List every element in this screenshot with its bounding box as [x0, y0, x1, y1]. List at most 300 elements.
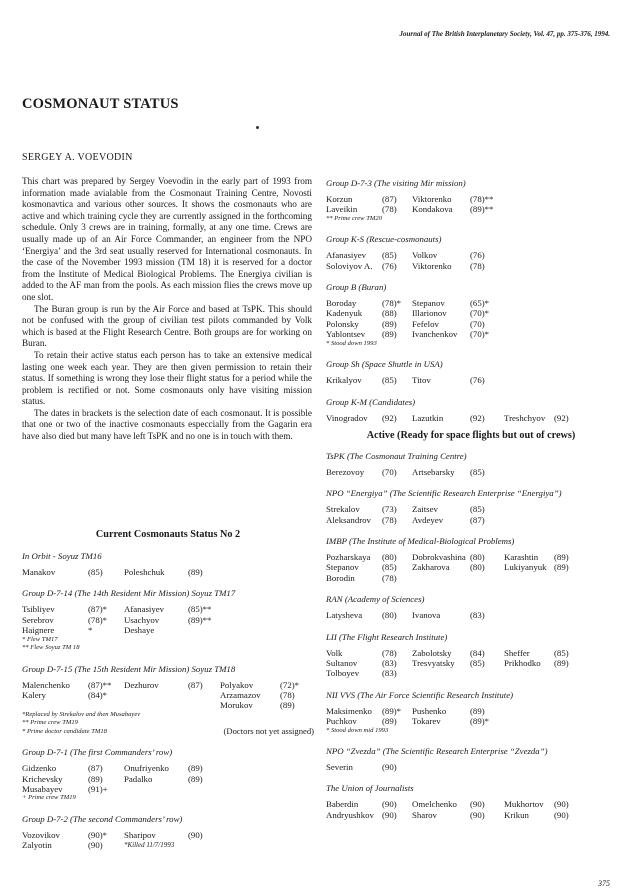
cosmonaut-name: Zabolotsky — [412, 647, 452, 658]
footnote: * Stood down mid 1993 — [326, 726, 389, 734]
cosmonaut-name: Zaitsev — [412, 504, 438, 515]
selection-year: (72)* — [280, 679, 300, 690]
cosmonaut-name: Afanasiyev — [326, 250, 367, 261]
selection-year — [280, 774, 310, 784]
cosmonaut-row — [326, 250, 616, 260]
selection-year: (80) — [382, 610, 397, 621]
selection-year — [280, 604, 310, 614]
cosmonaut-group — [326, 746, 616, 772]
cosmonaut-name: Dezhurov — [124, 679, 159, 690]
selection-year: (89) — [470, 705, 485, 716]
selection-year — [554, 308, 584, 318]
cosmonaut-group — [326, 488, 616, 525]
selection-year: (89) — [188, 763, 203, 774]
cosmonaut-row — [326, 810, 616, 820]
cosmonaut-row — [326, 204, 616, 214]
cosmonaut-name: Stepanov — [326, 562, 359, 573]
selection-year: (87)** — [88, 679, 112, 690]
selection-year: (78) — [280, 689, 295, 700]
selection-year: (73) — [382, 504, 397, 515]
selection-year — [554, 762, 584, 772]
selection-year — [470, 668, 504, 678]
cosmonaut-name: Krikun — [504, 809, 529, 820]
selection-year: (87)* — [88, 604, 108, 615]
cosmonaut-row — [326, 706, 616, 716]
cosmonaut-group — [326, 632, 616, 679]
cosmonaut-name — [220, 615, 280, 625]
selection-year — [554, 329, 584, 339]
cosmonaut-name: Tsibliyev — [22, 604, 55, 615]
cosmonaut-name: Tokarev — [412, 716, 441, 727]
bullet-dot — [256, 126, 259, 129]
group-heading: Group D-7-14 (The 14th Resident Mir Mission) Soyuz TM17 — [22, 588, 236, 599]
cosmonaut-row — [22, 615, 314, 625]
cosmonaut-row — [22, 830, 314, 840]
selection-year — [554, 610, 584, 620]
cosmonaut-name: Berezovoy — [326, 466, 365, 477]
cosmonaut-name — [504, 204, 554, 214]
group-heading: NPO “Zvezda” (The Scientific Research Enterprise “Zvezda”) — [326, 746, 548, 757]
cosmonaut-row — [326, 194, 616, 204]
selection-year: (88) — [382, 308, 397, 319]
selection-year: (89)* — [470, 716, 490, 727]
cosmonaut-name: Mukhortov — [504, 799, 544, 810]
selection-year: (78)* — [88, 614, 108, 625]
cosmonaut-name: Lazutkin — [412, 412, 444, 423]
group-heading: Group D-7-3 (The visiting Mir mission) — [326, 178, 466, 188]
intro-paragraph: The dates in brackets is the selection date of each cosmonaut. It is possible that one or two of the inactive cosmonauts especcially from the Gagarin era have also died but many have left TsPK and no one is in touch with them. — [22, 407, 312, 442]
cosmonaut-row — [326, 658, 616, 668]
cosmonaut-name: Borodin — [326, 572, 355, 583]
selection-year — [554, 261, 584, 271]
selection-year — [470, 573, 504, 583]
selection-year — [554, 204, 584, 214]
cosmonaut-name: Ivanova — [412, 610, 441, 621]
cosmonaut-group — [326, 178, 616, 223]
cosmonaut-group — [22, 551, 314, 577]
selection-year: (70) — [470, 318, 485, 329]
cosmonaut-row — [326, 648, 616, 658]
cosmonaut-name: Sharov — [412, 809, 437, 820]
group-heading: The Union of Journalists — [326, 783, 414, 794]
cosmonaut-name — [504, 298, 554, 308]
cosmonaut-row — [326, 515, 616, 525]
author-name: SERGEY A. VOEVODIN — [22, 152, 133, 163]
cosmonaut-name — [504, 515, 554, 525]
cosmonaut-row — [326, 467, 616, 477]
selection-year — [188, 625, 220, 635]
cosmonaut-name — [124, 700, 188, 710]
selection-year — [280, 763, 310, 773]
cosmonaut-name: Deshaye — [124, 625, 155, 636]
selection-year: (91)+ — [88, 784, 108, 795]
selection-year: (89) — [382, 716, 397, 727]
cosmonaut-row — [22, 700, 314, 710]
cosmonaut-group — [22, 664, 314, 737]
page-number: 375 — [598, 879, 610, 888]
selection-year: (78) — [382, 204, 397, 215]
cosmonaut-name — [504, 668, 554, 678]
selection-year: (89) — [280, 700, 295, 711]
cosmonaut-name — [504, 261, 554, 271]
selection-year: (87) — [188, 679, 203, 690]
cosmonaut-name: Onufriyenko — [124, 763, 169, 774]
group-heading: Group K-S (Rescue-cosmonauts) — [326, 234, 442, 245]
selection-year: (89) — [382, 329, 397, 340]
selection-year — [554, 319, 584, 329]
cosmonaut-name — [412, 668, 470, 678]
footnote: + Prime crew TM19 — [22, 794, 76, 802]
cosmonaut-name: Lukiyanyuk — [504, 562, 547, 573]
cosmonaut-row — [326, 261, 616, 271]
selection-year: (89) — [554, 658, 569, 669]
cosmonaut-name: Andryushkov — [326, 809, 374, 820]
cosmonaut-row — [326, 762, 616, 772]
cosmonaut-name — [220, 625, 280, 635]
cosmonaut-name: Latysheva — [326, 610, 363, 621]
selection-year: (78) — [382, 514, 397, 525]
cosmonaut-name: Padalko — [124, 773, 153, 784]
group-heading: Group D-7-1 (The first Commanders’ row) — [22, 747, 173, 758]
cosmonaut-row — [326, 610, 616, 620]
cosmonaut-name: Maksimenko — [326, 705, 372, 716]
group-heading: Group Sh (Space Shuttle in USA) — [326, 359, 443, 370]
selection-year: (85) — [554, 647, 569, 658]
group-heading: NII VVS (The Air Force Scientific Research Institute) — [326, 689, 514, 700]
cosmonaut-row — [326, 799, 616, 809]
cosmonaut-name: Morukov — [220, 700, 253, 711]
cosmonaut-name — [220, 774, 280, 784]
selection-year: (78) — [382, 572, 397, 583]
selection-year: (89)** — [188, 614, 212, 625]
cosmonaut-name: Soloviyov A. — [326, 260, 373, 271]
selection-year: (90) — [470, 809, 485, 820]
intro-paragraph: This chart was prepared by Sergey Voevodin in the early part of 1993 from information made avialable from the Cosmonaut Training Centre, Novosti kosmonavtica and various other sources. It shows the cosmonauts who are active and which training cycle they are currently assigned in the forthcoming schedule. Only 3 crews are in training, formally, at any one time. Crews are usually made up of an Air Force Commander, an engineer from the NPO ‘Energiya’ and the 3rd seat usually reserved for International cosmonauts. In the case of the November 1993 mission (TM 18) it is reserved for a doctor from the Institute of Medical Biological Problems. The Energiya civilian is added to the AF man from the pools. As each mission flies the crews move up one slot. — [22, 176, 312, 302]
selection-year: (90) — [382, 799, 397, 810]
cosmonaut-group — [22, 814, 314, 851]
cosmonaut-name: Fefelov — [412, 318, 439, 329]
cosmonaut-row — [22, 604, 314, 614]
selection-year: (89) — [88, 773, 103, 784]
selection-year: (85) — [88, 567, 103, 577]
cosmonaut-row — [22, 567, 314, 577]
cosmonaut-name: Aleksandrov — [326, 514, 371, 525]
cosmonaut-name: Krikalyov — [326, 375, 362, 386]
footnote: ** Prime crew TM19 — [22, 719, 78, 727]
selection-year: * — [88, 625, 93, 636]
cosmonaut-name — [504, 250, 554, 260]
selection-year: (92) — [554, 412, 569, 423]
cosmonaut-row — [326, 375, 616, 385]
cosmonaut-row — [22, 625, 314, 635]
cosmonaut-name: Severin — [326, 762, 353, 773]
cosmonaut-group — [326, 536, 616, 583]
selection-year: (87) — [382, 194, 397, 204]
selection-year: (83) — [382, 668, 397, 679]
cosmonaut-group — [326, 690, 616, 735]
cosmonaut-row — [326, 413, 616, 423]
cosmonaut-name: Kondakova — [412, 204, 453, 215]
cosmonaut-name: Manakov — [22, 567, 56, 577]
cosmonaut-name: Boroday — [326, 298, 357, 309]
selection-year — [554, 375, 584, 385]
selection-year: (89)** — [470, 204, 494, 215]
cosmonaut-group — [22, 588, 314, 652]
group-heading: In Orbit - Soyuz TM16 — [22, 551, 102, 561]
selection-year — [280, 567, 310, 577]
cosmonaut-name — [220, 763, 280, 773]
group-heading: TsPK (The Cosmonaut Training Centre) — [326, 450, 467, 461]
current-status-title: Current Cosmonauts Status No 2 — [95, 529, 241, 540]
selection-year — [280, 830, 310, 840]
selection-year — [280, 840, 310, 850]
selection-year: (90) — [382, 762, 397, 773]
selection-year: (89) — [382, 318, 397, 329]
cosmonaut-name: Kadenyuk — [326, 308, 363, 319]
cosmonaut-name: Arzamazov — [220, 689, 261, 700]
cosmonaut-name: Pozharskaya — [326, 552, 371, 563]
selection-year: (89) — [188, 567, 203, 577]
selection-year — [554, 515, 584, 525]
cosmonaut-name: Tresvyatsky — [412, 658, 455, 669]
selection-year: (83) — [470, 610, 485, 621]
cosmonaut-group — [326, 359, 616, 385]
cosmonaut-name: Serebrov — [22, 614, 54, 625]
cosmonaut-name: Avdeyev — [412, 514, 444, 525]
selection-year — [554, 250, 584, 260]
cosmonaut-name: Sharipov — [124, 829, 156, 840]
cosmonaut-name — [22, 700, 88, 710]
journal-citation: Journal of The British Interplanetary Society, Vol. 47, pp. 375-376, 1994. — [399, 30, 610, 38]
selection-year: (85) — [382, 375, 397, 386]
group-heading: IMBP (The Institute of Medical-Biological Problems) — [326, 536, 515, 547]
cosmonaut-name: Vinogradov — [326, 412, 368, 423]
selection-year — [280, 625, 310, 635]
cosmonaut-row — [326, 552, 616, 562]
cosmonaut-name — [220, 840, 280, 850]
article-title: COSMONAUT STATUS — [22, 96, 179, 112]
cosmonaut-name: Korzun — [326, 194, 353, 204]
cosmonaut-name: Artsebarsky — [412, 466, 455, 477]
cosmonaut-name: Stepanov — [412, 298, 445, 309]
cosmonaut-name: Gidzenko — [22, 763, 57, 774]
selection-year: (85) — [470, 504, 485, 515]
cosmonaut-row — [326, 573, 616, 583]
selection-year — [188, 690, 220, 700]
intro-text — [22, 176, 312, 443]
cosmonaut-name: Vozovikov — [22, 829, 60, 840]
cosmonaut-name: Musabayev — [22, 784, 63, 795]
selection-year: (90) — [554, 799, 569, 810]
cosmonaut-name: Malenchenko — [22, 679, 70, 690]
cosmonaut-row — [326, 308, 616, 318]
doctors-note: (Doctors not yet assigned) — [223, 726, 314, 737]
cosmonaut-name — [504, 504, 554, 514]
cosmonaut-name — [504, 194, 554, 204]
selection-year: (84)* — [88, 689, 108, 700]
selection-year — [554, 716, 584, 726]
cosmonaut-name: Afanasiyev — [124, 604, 165, 615]
selection-year: (80) — [382, 552, 397, 563]
selection-year: (70)* — [470, 329, 490, 340]
cosmonaut-name: Polonsky — [326, 318, 359, 329]
right-column-groups — [326, 178, 616, 831]
cosmonaut-name: Dobrokvashina — [412, 552, 466, 563]
cosmonaut-name: Haignere — [22, 625, 55, 636]
cosmonaut-name: Puchkov — [326, 716, 357, 727]
cosmonaut-name: Sheffer — [504, 647, 530, 658]
selection-year: (83) — [382, 658, 397, 669]
cosmonaut-name: Zalyotin — [22, 840, 52, 851]
selection-year — [554, 504, 584, 514]
selection-year: (85) — [470, 658, 485, 669]
selection-year: (90) — [554, 809, 569, 820]
cosmonaut-group — [326, 282, 616, 348]
cosmonaut-name — [504, 706, 554, 716]
cosmonaut-group — [326, 594, 616, 620]
cosmonaut-name — [220, 567, 280, 577]
intro-paragraph: The Buran group is run by the Air Force and based at TsPK. This should not be confused with the group of civilian test pilots commanded by Volk which is based at the Flight Research Centre. Both groups are for working on Buran. — [22, 303, 312, 349]
cosmonaut-name: Titov — [412, 375, 431, 386]
cosmonaut-name — [220, 784, 280, 794]
cosmonaut-name: Prikhodko — [504, 658, 541, 669]
selection-year: (65)* — [470, 298, 490, 309]
selection-year: (76) — [470, 375, 485, 386]
cosmonaut-name: Viktorenko — [412, 260, 452, 271]
intro-paragraph: To retain their active status each person has to take an extensive medical lasting one week each year. They are then given permission to retain their status. If something is wrong they lose their flight status for a period while the problem is rectified or not. Some cosmonauts only have visiting mission status. — [22, 349, 312, 407]
cosmonaut-name: Kalery — [22, 689, 46, 700]
cosmonaut-row — [326, 319, 616, 329]
cosmonaut-name: Yablontsev — [326, 329, 366, 340]
cosmonaut-name: Volkov — [412, 250, 438, 261]
cosmonaut-name: *Killed 11/7/1993 — [124, 841, 175, 850]
selection-year: (90) — [470, 799, 485, 810]
cosmonaut-row — [22, 840, 314, 850]
cosmonaut-name: Viktorenko — [412, 194, 452, 204]
cosmonaut-name — [504, 762, 554, 772]
selection-year — [88, 700, 124, 710]
cosmonaut-name — [220, 830, 280, 840]
cosmonaut-name — [220, 604, 280, 614]
selection-year — [280, 784, 310, 794]
footnote: * Stood down 1993 — [326, 339, 377, 347]
selection-year: (92) — [470, 412, 485, 423]
group-heading: LII (The Flight Research Institute) — [326, 631, 448, 642]
cosmonaut-name — [504, 573, 554, 583]
cosmonaut-name — [504, 467, 554, 477]
selection-year: (89)* — [382, 705, 402, 716]
selection-year — [554, 298, 584, 308]
cosmonaut-name: Illarionov — [412, 308, 447, 319]
cosmonaut-name: Zakharova — [412, 562, 450, 573]
selection-year: (80) — [470, 552, 485, 563]
cosmonaut-name: Strekalov — [326, 504, 360, 515]
cosmonaut-name — [504, 329, 554, 339]
selection-year — [554, 706, 584, 716]
cosmonaut-group — [326, 783, 616, 820]
cosmonaut-row — [326, 562, 616, 572]
selection-year: (90) — [188, 829, 203, 840]
cosmonaut-name: Laveikin — [326, 204, 358, 215]
cosmonaut-name: Pushenko — [412, 705, 447, 716]
active-section-title: Active (Ready for space flights but out of crews) — [366, 429, 576, 441]
cosmonaut-name: Poleshchuk — [124, 567, 165, 577]
cosmonaut-row — [22, 680, 314, 690]
group-heading: Group K-M (Candidates) — [326, 396, 416, 407]
group-heading: Group D-7-15 (The 15th Resident Mir Mission) Soyuz TM18 — [22, 663, 236, 674]
selection-year — [280, 615, 310, 625]
selection-year — [188, 840, 220, 850]
selection-year: (85)** — [188, 604, 212, 615]
cosmonaut-name: Ivanchenkov — [412, 329, 458, 340]
selection-year — [188, 784, 220, 794]
cosmonaut-row — [22, 690, 314, 700]
group-heading: RAN (Academy of Sciences) — [326, 594, 425, 605]
cosmonaut-name — [504, 610, 554, 620]
footnote: * Flew TM17 — [22, 635, 58, 643]
selection-year: (85) — [382, 250, 397, 261]
selection-year: (70) — [382, 466, 397, 477]
cosmonaut-row — [326, 504, 616, 514]
cosmonaut-name — [504, 319, 554, 329]
selection-year: (90)* — [88, 829, 108, 840]
cosmonaut-name: Tolboyev — [326, 668, 360, 679]
footnote: *Replaced by Strekalov and then Musabayev — [22, 710, 141, 718]
cosmonaut-name: Treshchyov — [504, 412, 546, 423]
footnote: * Prime doctor candidate TM18 — [22, 727, 107, 735]
selection-year: (70)* — [470, 308, 490, 319]
selection-year: (90) — [88, 840, 103, 851]
selection-year: (76) — [470, 250, 485, 261]
cosmonaut-name — [412, 573, 470, 583]
selection-year: (87) — [88, 763, 103, 774]
cosmonaut-name: Polyakov — [220, 679, 254, 690]
selection-year: (78) — [470, 260, 485, 271]
selection-year: (89) — [188, 773, 203, 784]
group-heading: NPO “Energiya” (The Scientific Research Enterprise “Energiya”) — [326, 488, 562, 499]
cosmonaut-row — [22, 763, 314, 773]
selection-year: (80) — [470, 562, 485, 573]
selection-year: (85) — [382, 562, 397, 573]
selection-year: (85) — [470, 466, 485, 477]
cosmonaut-name: Baberdin — [326, 799, 359, 810]
footnote: ** Flew Soyuz TM 18 — [22, 644, 80, 652]
cosmonaut-group — [22, 747, 314, 803]
cosmonaut-name — [412, 762, 470, 772]
cosmonaut-group — [326, 451, 616, 477]
cosmonaut-name: Volk — [326, 647, 343, 658]
selection-year — [554, 194, 584, 204]
footnote: ** Prime crew TM20 — [326, 214, 382, 222]
cosmonaut-row — [22, 774, 314, 784]
group-heading: Group B (Buran) — [326, 282, 387, 293]
cosmonaut-name: Karashtin — [504, 552, 539, 563]
cosmonaut-name — [124, 690, 188, 700]
selection-year — [188, 700, 220, 710]
cosmonaut-row — [326, 716, 616, 726]
cosmonaut-name: Omelchenko — [412, 799, 457, 810]
cosmonaut-name: Krichevsky — [22, 773, 63, 784]
cosmonaut-row — [326, 329, 616, 339]
cosmonaut-name — [504, 716, 554, 726]
selection-year: (78)** — [470, 194, 494, 204]
selection-year: (90) — [382, 809, 397, 820]
selection-year — [470, 762, 504, 772]
selection-year — [554, 467, 584, 477]
selection-year: (89) — [554, 562, 569, 573]
selection-year: (78)* — [382, 298, 402, 309]
selection-year: (87) — [470, 514, 485, 525]
